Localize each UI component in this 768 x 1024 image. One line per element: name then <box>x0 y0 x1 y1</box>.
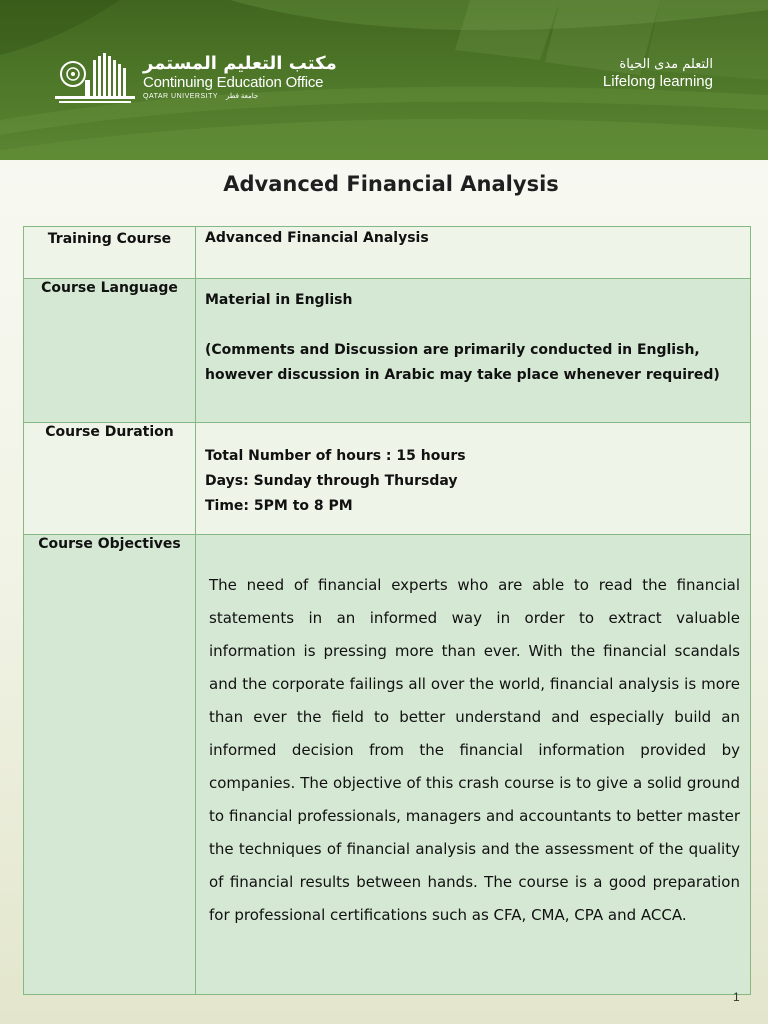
duration-hours: Total Number of hours : 15 hours <box>205 448 466 464</box>
row-value-course-language <box>196 279 751 423</box>
language-discussion-note: (Comments and Discussion are primarily conducted in English, however discussion in Arabic may take place whenever required) <box>205 342 720 383</box>
office-name-english: Continuing Education Office <box>143 74 324 91</box>
document-title: Advanced Financial Analysis <box>223 172 559 196</box>
table-row-course-objectives <box>24 535 751 995</box>
row-value-course-objectives <box>196 535 751 995</box>
tagline-english: Lifelong learning <box>602 73 713 91</box>
table-row-training-course <box>24 227 751 279</box>
tagline-arabic: التعلم مدى الحياة <box>619 57 713 72</box>
university-name-arabic: جامعة قطر <box>226 93 259 100</box>
qu-building-logo-icon <box>55 50 135 105</box>
header-banner <box>0 0 768 160</box>
course-info-table <box>23 226 751 995</box>
objectives-paragraph: The need of financial experts who are able to read the financial statements in an informed way in order to extract valuable information is pressing more than ever. With the financial scandals and the corporate failings all over the world, financial analysis is more than ever the field to better understand and especially build an informed decision from the financial information provided by companies. The objective of this crash course is to give a solid ground to financial professionals, managers and accountants to better master the techniques of financial analysis and the assessment of the quality of financial results between hands. The course is a good preparation for professional certifications such as CFA, CMA, CPA and ACCA. <box>209 576 740 924</box>
row-value-training-course: Advanced Financial Analysis <box>196 227 751 279</box>
page-number: 1 <box>733 990 740 1004</box>
row-label-course-objectives: Course Objectives <box>24 535 196 995</box>
language-material: Material in English <box>205 292 353 308</box>
university-name-english: QATAR UNIVERSITY <box>143 93 219 100</box>
table-row-course-language <box>24 279 751 423</box>
office-name-arabic: مكتب التعليم المستمر <box>143 53 337 74</box>
duration-time: Time: 5PM to 8 PM <box>205 498 353 514</box>
table-row-course-duration <box>24 423 751 535</box>
row-label-training-course: Training Course <box>24 227 196 279</box>
row-label-course-duration: Course Duration <box>24 423 196 535</box>
row-value-course-duration <box>196 423 751 535</box>
lifelong-learning-tagline <box>603 58 713 91</box>
duration-days: Days: Sunday through Thursday <box>205 473 458 489</box>
row-label-course-language: Course Language <box>24 279 196 423</box>
office-logo <box>55 50 337 105</box>
